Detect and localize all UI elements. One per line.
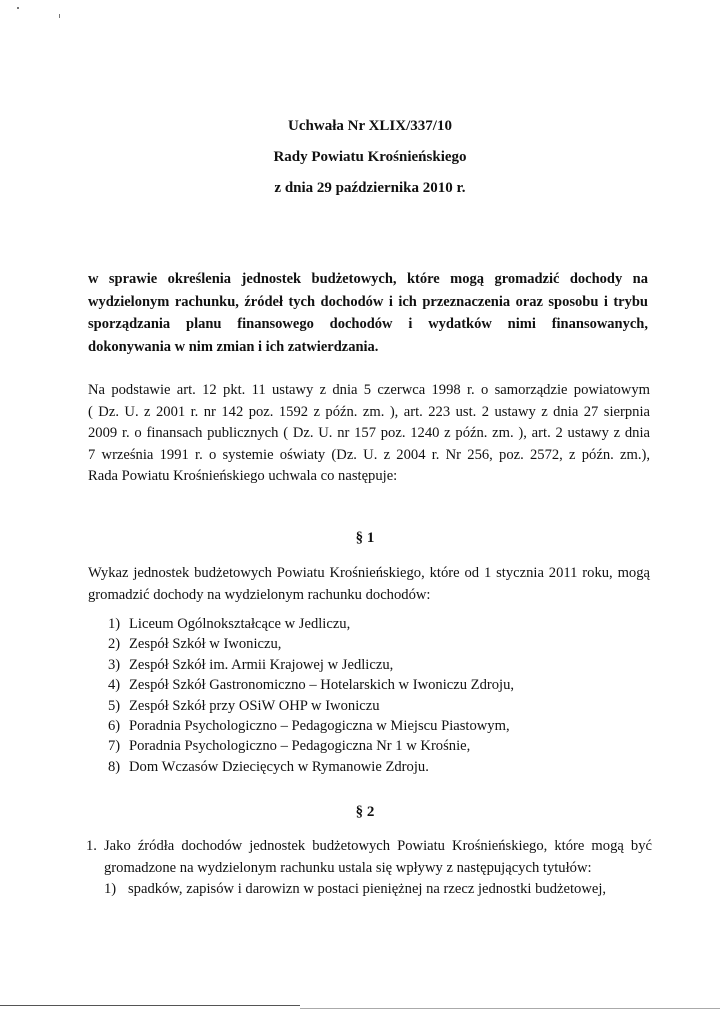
scan-edge-line [0,1005,300,1006]
scan-speck [17,7,19,9]
list-item [108,736,514,756]
resolution-date: z dnia 29 października 2010 r. [274,180,466,196]
intro-line: Wykaz jednostek budżetowych Powiatu Krośnieńskiego, które od 1 stycznia 2011 roku, mogą [88,565,650,581]
subitem-text: spadków, zapisów i darowizn w postaci pieniężnej na rzecz jednostki budżetowej, [128,881,607,897]
list-item-text: Dom Wczasów Dziecięcych w Rymanowie Zdroju. [129,758,429,775]
list-item [108,634,514,654]
list-item-text: Poradnia Psychologiczno – Pedagogiczna w Miejscu Piastowym, [129,718,510,735]
list-item [108,614,514,634]
list-item [108,655,514,675]
legal-basis-line: ( Dz. U. z 2001 r. nr 142 poz. 1592 z późn. zm. ), art. 223 ust. 2 ustawy z dnia 27 sierpnia [88,403,650,420]
list-item-number: 2) [108,636,121,653]
list-item [108,716,514,736]
list-item [108,675,514,695]
subject-line: wydzielonym rachunku, źródeł tych dochodów i ich przeznaczenia oraz sposobu i trybu [88,293,648,310]
legal-basis-line: 2009 r. o finansach publicznych ( Dz. U. nr 157 poz. 1240 z późn. zm. ), art. 2 ustawy z dnia [88,425,650,441]
resolution-number: Uchwała Nr XLIX/337/10 [288,118,452,134]
list-item-number: 1) [108,616,121,632]
section-2-subitem-1 [104,879,624,900]
section-2-point-1 [86,836,652,879]
subject-line: w sprawie określenia jednostek budżetowych, które mogą gromadzić dochody na [88,271,648,287]
list-item-number: 3) [108,656,121,673]
list-item-text: Poradnia Psychologiczno – Pedagogiczna Nr 1 w Krośnie, [129,738,471,755]
scan-speck [59,14,60,18]
list-item-text: Zespół Szkół w Iwoniczu, [129,636,282,653]
list-item-number: 5) [108,697,121,714]
subject-line: sporządzania planu finansowego dochodów i wydatków nimi finansowanych, [88,316,648,332]
list-item-number: 8) [108,758,121,775]
point-line: gromadzone na wydzielonym rachunku ustala się wpływy z następujących tytułów: [104,859,592,876]
list-item-text: Zespół Szkół Gastronomiczno – Hotelarskich w Iwoniczu Zdroju, [129,677,515,694]
list-item [108,696,514,716]
list-item-text: Liceum Ogólnokształcące w Jedliczu, [129,616,351,632]
legal-basis-line: 7 września 1991 r. o systemie oświaty (Dz. U. z 2004 r. Nr 256, poz. 2572, z późn. zm.), [88,446,650,463]
legal-basis [88,380,650,488]
subitem-number: 1) [104,881,117,897]
section-2-mark: § 2 [355,804,375,820]
list-item-text: Zespół Szkół im. Armii Krajowej w Jedliczu, [129,656,394,673]
subject-line: dokonywania w nim zmian i ich zatwierdzania. [88,338,379,355]
point-text [104,836,652,879]
point-number: 1. [86,838,97,854]
scan-edge-line [300,1008,720,1009]
legal-basis-line: Na podstawie art. 12 pkt. 11 ustawy z dnia 5 czerwca 1998 r. o samorządzie powiatowym [88,382,650,398]
council-name: Rady Powiatu Krośnieńskiego [273,149,467,165]
legal-basis-line: Rada Powiatu Krośnieńskiego uchwala co następuje: [88,468,398,484]
list-item [108,757,514,777]
list-item-text: Zespół Szkół przy OSiW OHP w Iwoniczu [129,697,380,714]
list-item-number: 7) [108,738,121,755]
intro-line: gromadzić dochody na wydzielonym rachunku dochodów: [88,586,431,603]
section-1-mark: § 1 [355,530,375,546]
point-line: Jako źródła dochodów jednostek budżetowych Powiatu Krośnieńskiego, które mogą być [104,838,652,854]
section-1-intro [88,563,650,606]
list-item-number: 6) [108,718,121,735]
unit-list [108,614,514,777]
list-item-number: 4) [108,677,121,694]
numbered-row [86,836,652,879]
resolution-subject [88,268,648,358]
